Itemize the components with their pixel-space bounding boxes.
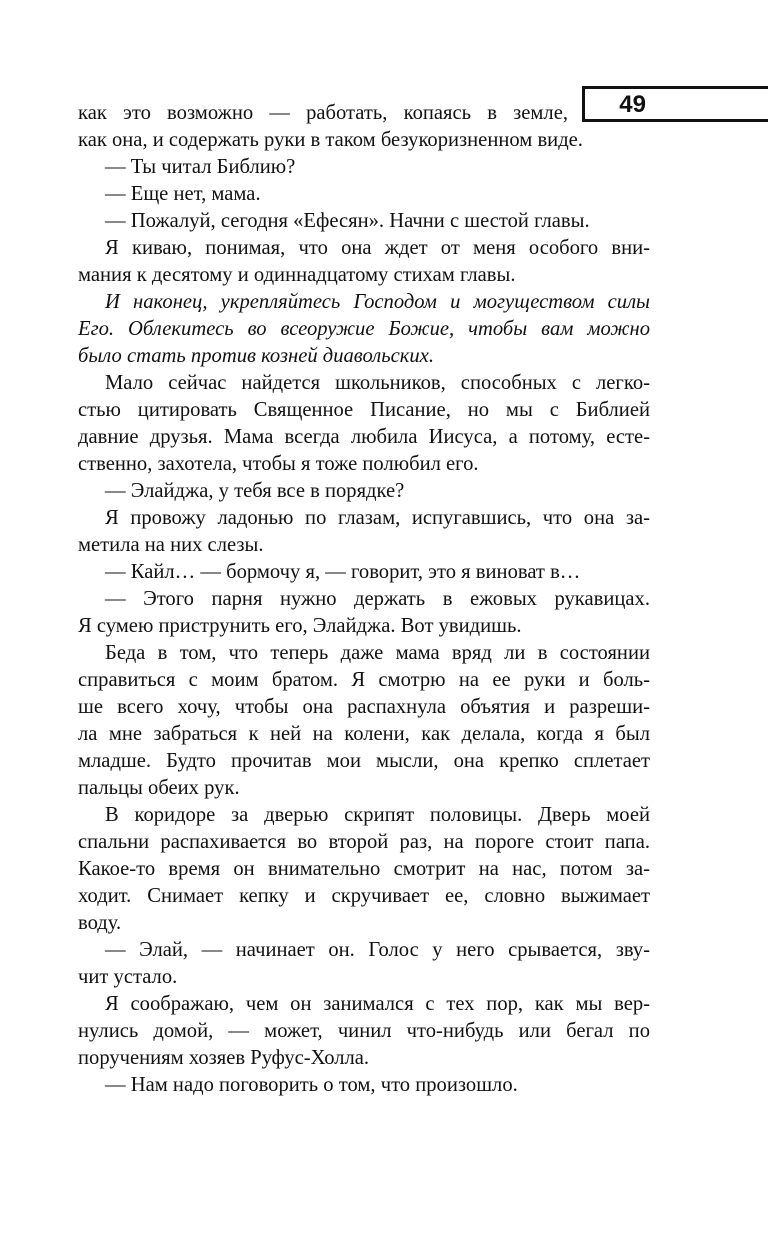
text-line: чит устало. <box>78 966 178 988</box>
page-number: 49 <box>619 91 646 118</box>
text-line: Беда в том, что теперь даже мама вряд ли в состоянии <box>105 642 650 664</box>
text-line: — Нам надо поговорить о том, что произошло. <box>105 1074 518 1096</box>
text-line: давние друзья. Мама всегда любила Иисуса, а потому, есте- <box>78 426 650 448</box>
text-line: как она, и содержать руки в таком безукоризненном виде. <box>78 129 583 151</box>
text-line: Я провожу ладонью по глазам, испугавшись, что она за- <box>105 507 650 529</box>
text-line: Мало сейчас найдется школьников, способных с легко- <box>105 372 650 394</box>
text-line: мания к десятому и одиннадцатому стихам главы. <box>78 264 516 286</box>
text-line: ше всего хочу, чтобы она распахнула объятия и разреши- <box>78 696 650 718</box>
text-line: стью цитировать Священное Писание, но мы с Библией <box>78 399 650 421</box>
text-line: Какое-то время он внимательно смотрит на нас, потом за- <box>78 858 650 880</box>
text-line: пальцы обеих рук. <box>78 777 240 799</box>
text-line: — Кайл… — бормочу я, — говорит, это я виноват в… <box>105 561 581 583</box>
text-line: младше. Будто прочитав мои мысли, она крепко сплетает <box>78 750 650 772</box>
text-line: Я соображаю, чем он занимался с тех пор, как мы вер- <box>105 993 650 1015</box>
text-line: — Ты читал Библию? <box>105 156 296 178</box>
text-line: метила на них слезы. <box>78 534 264 556</box>
text-line: — Элайджа, у тебя все в порядке? <box>105 480 405 502</box>
text-line: Его. Облекитесь во всеоружие Божие, чтобы вам можно <box>78 318 650 340</box>
text-line: нулись домой, — может, чинил что-нибудь или бегал по <box>78 1020 650 1042</box>
text-line: ходит. Снимает кепку и скручивает ее, словно выжимает <box>78 885 650 907</box>
text-line: поручениям хозяев Руфус-Холла. <box>78 1047 370 1069</box>
body-text <box>78 100 650 1099</box>
text-line: воду. <box>78 912 122 934</box>
text-line: В коридоре за дверью скрипят половицы. Дверь моей <box>105 804 650 826</box>
text-line: — Этого парня нужно держать в ежовых рукавицах. <box>105 588 650 610</box>
text-line: Я сумею приструнить его, Элайджа. Вот увидишь. <box>78 615 522 637</box>
text-line: справиться с моим братом. Я смотрю на ее руки и боль- <box>78 669 650 691</box>
text-line: Я киваю, понимая, что она ждет от меня особого вни- <box>105 237 650 259</box>
text-line: ственно, захотела, чтобы я тоже полюбил его. <box>78 453 479 475</box>
text-line: — Элай, — начинает он. Голос у него срывается, зву- <box>105 939 650 961</box>
text-line: было стать против козней диавольских. <box>78 345 434 367</box>
text-line: как это возможно — работать, копаясь в земле, <box>78 102 568 124</box>
text-line: ла мне забраться к ней на колени, как делала, когда я был <box>78 723 650 745</box>
text-line: — Пожалуй, сегодня «Ефесян». Начни с шестой главы. <box>105 210 590 232</box>
text-line: И наконец, укрепляйтесь Господом и могуществом силы <box>105 291 650 313</box>
text-line: спальни распахивается во второй раз, на пороге стоит папа. <box>78 831 650 853</box>
text-line: — Еще нет, мама. <box>105 183 261 205</box>
